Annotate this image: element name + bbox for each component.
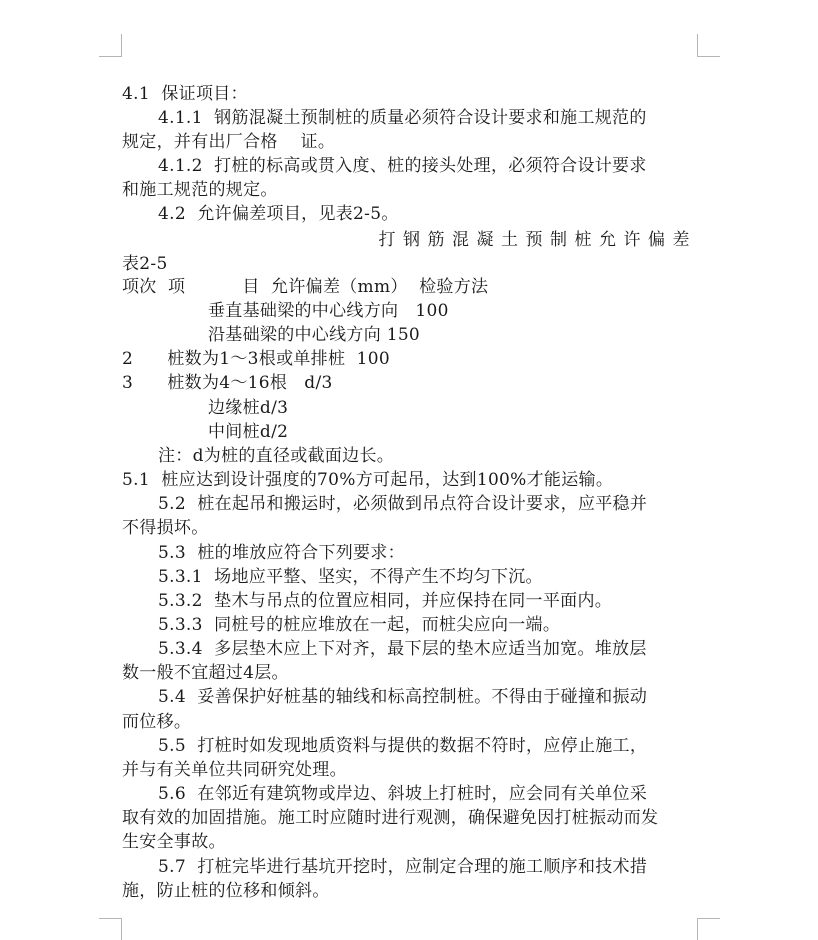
- text-line: 不得损坏。: [122, 518, 209, 538]
- text-line: 5.4 妥善保护好桩基的轴线和标高控制桩。不得由于碰撞和振动: [158, 687, 648, 707]
- table-number: 表2-5: [122, 254, 168, 274]
- text-line: 5.6 在邻近有建筑物或岸边、斜坡上打桩时，应会同有关单位采: [158, 784, 648, 804]
- table-row: 中间桩d/2: [208, 422, 289, 442]
- text-line: 4.2 允许偏差项目，见表2-5。: [158, 204, 399, 224]
- text-line: 和施工规范的规定。: [122, 180, 278, 200]
- text-line: 数一般不宜超过4层。: [122, 663, 289, 683]
- text-line: 5.3.2 垫木与吊点的位置应相同，并应保持在同一平面内。: [158, 591, 613, 611]
- text-line: 5.3.1 场地应平整、坚实，不得产生不均匀下沉。: [158, 567, 543, 587]
- text-line: 4.1.1 钢筋混凝土预制桩的质量必须符合设计要求和施工规范的: [158, 108, 647, 128]
- crop-mark-top-right: [697, 34, 720, 57]
- text-line: 取有效的加固措施。施工时应随时进行观测，确保避免因打桩振动而发: [122, 808, 659, 828]
- text-line: 生安全事故。: [122, 832, 226, 852]
- text-line: 5.2 桩在起吊和搬运时，必须做到吊点符合设计要求，应平稳并: [158, 494, 648, 514]
- text-line: 规定，并有出厂合格 证。: [122, 132, 336, 152]
- text-line: 5.5 打桩时如发现地质资料与提供的数据不符时，应停止施工，: [158, 736, 648, 756]
- crop-mark-top-left: [99, 34, 122, 57]
- text-line: 4.1.2 打桩的标高或贯入度、桩的接头处理，必须符合设计要求: [158, 156, 647, 176]
- table-title: 打钢筋混凝土预制桩允许偏差: [378, 230, 697, 250]
- crop-mark-bottom-left: [99, 918, 122, 940]
- text-line: 5.3.4 多层垫木应上下对齐，最下层的垫木应适当加宽。堆放层: [158, 639, 647, 659]
- text-line: 4.1 保证项目：: [122, 84, 248, 104]
- text-line: 5.1 桩应达到设计强度的70%方可起吊，达到100%才能运输。: [122, 470, 614, 490]
- table-row: 边缘桩d/3: [208, 398, 289, 418]
- text-line: 5.3.3 同桩号的桩应堆放在一起，而桩尖应向一端。: [158, 615, 561, 635]
- table-row: 垂直基础梁的中心线方向 100: [208, 301, 449, 321]
- text-line: 而位移。: [122, 712, 192, 732]
- text-line: 并与有关单位共同研究处理。: [122, 760, 347, 780]
- text-line: 5.3 桩的堆放应符合下列要求：: [158, 543, 405, 563]
- text-line: 施，防止桩的位移和倾斜。: [122, 881, 330, 901]
- table-note: 注：d为桩的直径或截面边长。: [158, 446, 395, 466]
- table-header: 项次 项 目 允许偏差（mm） 检验方法: [122, 277, 489, 297]
- table-row: 3 桩数为4～16根 d/3: [122, 373, 333, 393]
- crop-mark-bottom-right: [697, 918, 720, 940]
- table-row: 2 桩数为1～3根或单排桩 100: [122, 349, 391, 369]
- text-line: 5.7 打桩完毕进行基坑开挖时，应制定合理的施工顺序和技术措: [158, 857, 648, 877]
- table-row: 沿基础梁的中心线方向 150: [208, 325, 421, 345]
